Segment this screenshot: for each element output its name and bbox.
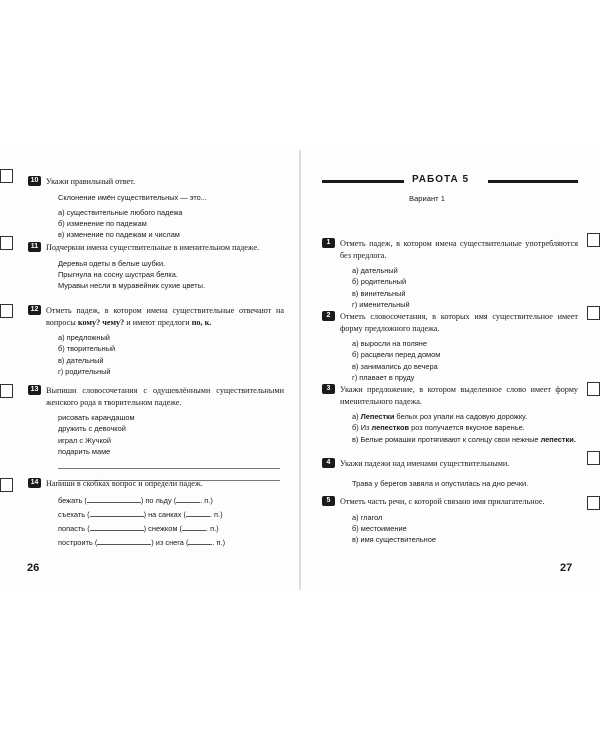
- answer-option[interactable]: б) изменение по падежам: [58, 219, 147, 228]
- answer-option[interactable]: в) Белые ромашки протягивают к солнцу свои нежные лепестки.: [352, 434, 576, 444]
- answer-option[interactable]: а) предложный: [58, 333, 110, 343]
- task-11: [28, 242, 284, 291]
- margin-checkbox[interactable]: [0, 478, 13, 492]
- answer-option[interactable]: в) имя существительное: [352, 535, 436, 544]
- answer-option[interactable]: а) дательный: [352, 266, 398, 276]
- answer-option[interactable]: г) именительный: [352, 299, 410, 309]
- phrase-line: играл с Жучкой: [58, 435, 112, 445]
- task-3: [322, 384, 578, 445]
- sentence-line: Муравьи несли в муравейник сухие цветы.: [58, 281, 206, 290]
- task-number: 14: [28, 478, 41, 488]
- margin-checkbox[interactable]: [0, 304, 13, 318]
- task-number: 4: [322, 458, 335, 468]
- task-question: Укажи предложение, в котором выделенное слово имеет форму именительного падежа.: [340, 385, 578, 406]
- answer-option[interactable]: а) существительные любого падежа: [58, 207, 183, 217]
- task-question: Выпиши словосочетания с одушевлёнными существительными женского рода в творительном падеже.: [46, 386, 284, 407]
- blank-field[interactable]: [87, 494, 141, 503]
- blank-field[interactable]: [188, 536, 212, 545]
- answer-option[interactable]: а) Лепестки белых роз упали на садовую дорожку.: [352, 412, 528, 422]
- task-question: Отметь падеж, в котором имена существительные употребляются без предлога.: [340, 239, 578, 260]
- answer-option[interactable]: в) изменение по падежам и числам: [58, 230, 180, 240]
- blank-field[interactable]: [186, 508, 210, 517]
- blank-field[interactable]: [90, 508, 144, 517]
- task-14: [28, 478, 284, 550]
- answer-option[interactable]: б) расцвели перед домом: [352, 350, 441, 360]
- answer-option[interactable]: а) глагол: [352, 512, 383, 522]
- fill-in-row: попасть ( ) снежком ( . п.): [58, 523, 219, 533]
- blank-field[interactable]: [90, 522, 144, 531]
- task-number: 5: [322, 496, 335, 506]
- margin-checkbox[interactable]: [587, 306, 600, 320]
- phrase-line: дружить с девочкой: [58, 424, 126, 434]
- margin-checkbox[interactable]: [0, 169, 13, 183]
- margin-checkbox[interactable]: [587, 496, 600, 510]
- task-stem: Склонение имён существительных — это...: [58, 192, 207, 202]
- task-number: 3: [322, 384, 335, 394]
- page-fold: [299, 150, 301, 590]
- sentence-line: Прыгнула на сосну шустрая белка.: [58, 269, 178, 279]
- fill-in-row: съехать ( ) на санках ( . п.): [58, 509, 223, 519]
- task-question: Напиши в скобках вопрос и определи падеж.: [46, 479, 203, 488]
- answer-option[interactable]: в) дательный: [58, 355, 104, 365]
- phrase-line: рисовать карандашом: [58, 413, 135, 423]
- task-question: Подчеркни имена существительные в именительном падеже.: [46, 243, 260, 252]
- answer-option[interactable]: б) родительный: [352, 277, 407, 287]
- task-question: Отметь словосочетания, в которых имя существительное имеет форму предложного падежа.: [340, 312, 578, 333]
- answer-option[interactable]: б) местоимение: [352, 523, 407, 533]
- work-title: РАБОТА 5: [408, 174, 473, 185]
- answer-write-line[interactable]: [58, 457, 280, 469]
- task-13: [28, 385, 284, 481]
- answer-option[interactable]: г) родительный: [58, 366, 111, 376]
- work-title-header: [322, 175, 578, 187]
- title-rule: [322, 180, 404, 183]
- task-question: Укажи падежи над именами существительными.: [340, 459, 510, 468]
- answer-option[interactable]: в) занимались до вечера: [352, 361, 438, 371]
- blank-field[interactable]: [176, 494, 200, 503]
- margin-checkbox[interactable]: [0, 236, 13, 250]
- task-number: 12: [28, 305, 41, 315]
- task-10: [28, 176, 284, 240]
- answer-option[interactable]: б) Из лепестков роз получается вкусное варенье.: [352, 423, 525, 433]
- sentence-line: Деревья одеты в белые шубки.: [58, 258, 166, 268]
- margin-checkbox[interactable]: [587, 233, 600, 247]
- task-number: 11: [28, 242, 41, 252]
- task-number: 2: [322, 311, 335, 321]
- task-1: [322, 238, 578, 310]
- page-number: 26: [27, 562, 40, 574]
- task-question: Укажи правильный ответ.: [46, 177, 136, 186]
- answer-option[interactable]: а) выросли на поляне: [352, 339, 427, 349]
- task-number: 1: [322, 238, 335, 248]
- fill-in-row: бежать ( ) по льду ( . п.): [58, 495, 213, 505]
- page-number: 27: [560, 562, 573, 574]
- task-question: Отметь падеж, в котором имена существительные отвечают на вопросы кому? чему? и имеют предлоги по, к.: [46, 306, 284, 327]
- margin-checkbox[interactable]: [0, 384, 13, 398]
- answer-option[interactable]: в) винительный: [352, 288, 406, 298]
- task-5: [322, 496, 578, 545]
- margin-checkbox[interactable]: [587, 382, 600, 396]
- task-2: [322, 311, 578, 383]
- sentence-line: Трава у берегов завяла и опустилась на дно речки.: [352, 478, 529, 488]
- fill-in-row: построить ( ) из снега ( . п.): [58, 537, 226, 547]
- phrase-line: подарить маме: [58, 446, 111, 456]
- task-question: Отметь часть речи, с которой связано имя прилагательное.: [340, 497, 545, 506]
- task-number: 13: [28, 385, 41, 395]
- answer-option[interactable]: б) творительный: [58, 344, 116, 354]
- task-4: [322, 458, 578, 489]
- blank-field[interactable]: [182, 522, 206, 531]
- answer-option[interactable]: г) плавает в пруду: [352, 372, 415, 382]
- task-number: 10: [28, 176, 41, 186]
- margin-checkbox[interactable]: [587, 451, 600, 465]
- blank-field[interactable]: [97, 536, 151, 545]
- task-12: [28, 305, 284, 377]
- variant-label: Вариант 1: [409, 194, 445, 203]
- title-rule: [488, 180, 578, 183]
